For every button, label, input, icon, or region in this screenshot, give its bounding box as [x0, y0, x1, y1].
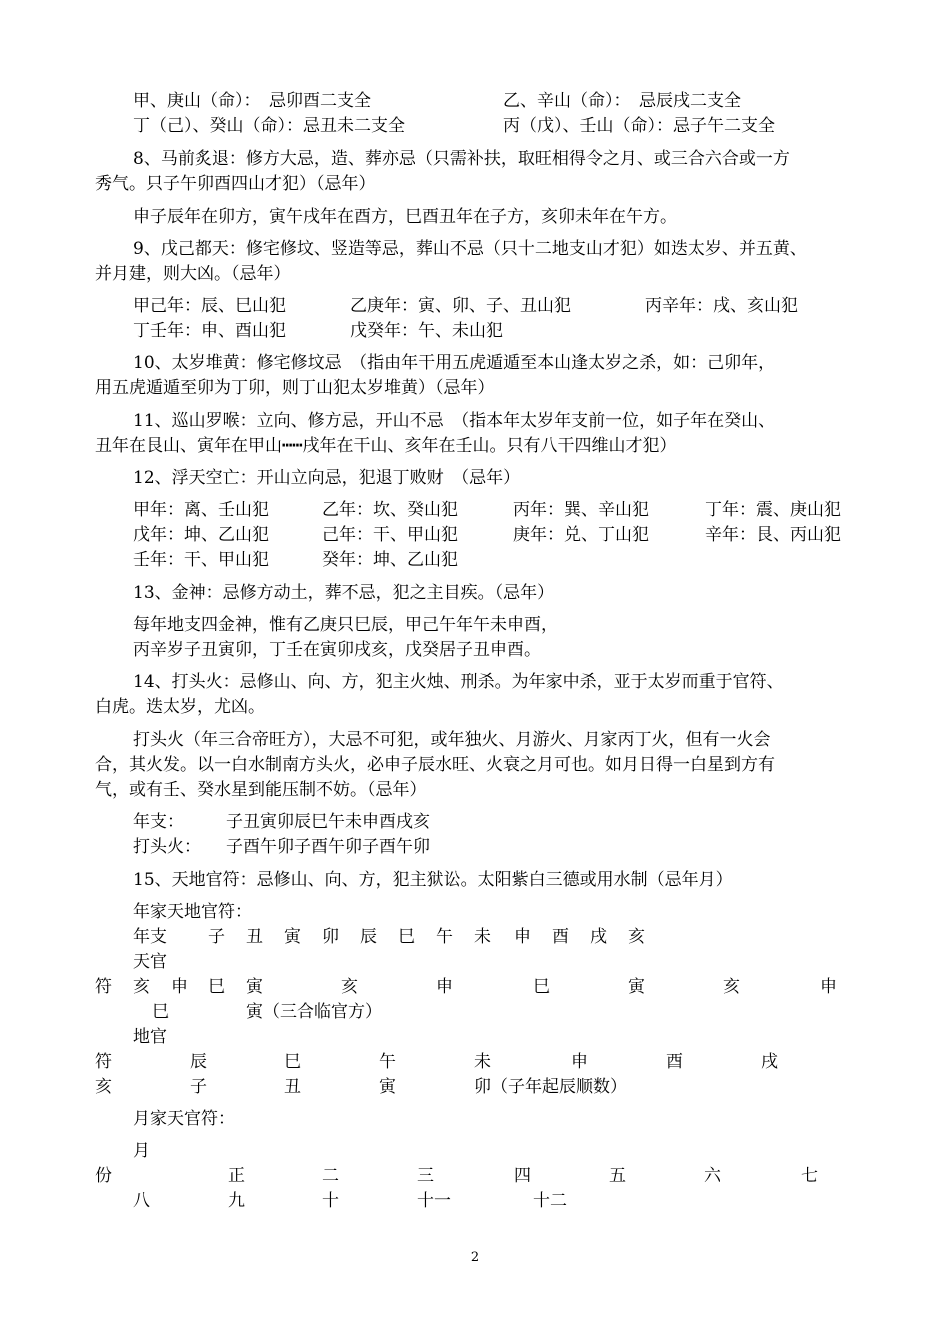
table-cell: 寅（三合临官方）	[246, 1002, 382, 1022]
text-line: 丙年：巽、辛山犯	[513, 500, 649, 520]
text-line: 乙、辛山（命）： 忌辰戌二支全	[503, 91, 741, 111]
text-line: 用五虎遁遁至卯为丁卯，则丁山犯太岁堆黄）（忌年）	[95, 378, 495, 398]
text-line: 甲、庚山（命）： 忌卯酉二支全	[133, 91, 371, 111]
page-number: 2	[470, 1250, 480, 1265]
text-line: 丁（己）、癸山（命）：忌丑未二支全	[133, 116, 405, 136]
table-cell: 巳	[533, 977, 550, 997]
table-cell: 巳	[152, 1002, 169, 1022]
table-cell: 未	[474, 1052, 491, 1072]
text-line: 丑年在艮山、寅年在甲山┅┅戌年在干山、亥年在壬山。只有八干四维山才犯）	[95, 436, 677, 456]
text-line: 戊年：坤、乙山犯	[133, 525, 269, 545]
table-cell: 亥	[95, 1077, 112, 1097]
table-cell: 辰	[190, 1052, 207, 1072]
table-cell: 巳	[284, 1052, 301, 1072]
table-cell: 寅	[628, 977, 645, 997]
text-line: 每年地支四金神，惟有乙庚只巳辰，甲己午年午未申酉，	[133, 615, 558, 635]
table-cell: 寅	[246, 977, 263, 997]
text-line: 年家天地官符：	[133, 902, 252, 922]
table-cell: 申	[171, 977, 188, 997]
text-line: 丙辛年：戌、亥山犯	[645, 296, 798, 316]
table-cell: 丑	[284, 1077, 301, 1097]
table-cell: 年支	[133, 927, 167, 947]
table-cell: 子	[190, 1077, 207, 1097]
text-line: 乙庚年：寅、卯、子、丑山犯	[350, 296, 571, 316]
text-line: 10、太岁堆黄：修宅修坟忌 （指由年干用五虎遁遁至本山逢太岁之杀，如：己卯年，	[133, 353, 776, 373]
text-line: 地官	[133, 1027, 167, 1047]
table-cell: 三	[417, 1166, 434, 1186]
table-cell: 寅	[284, 927, 301, 947]
table-cell: 戌	[590, 927, 607, 947]
text-line: 14、打头火：忌修山、向、方，犯主火烛、刑杀。为年家中杀，亚于太岁而重于官符、	[133, 672, 784, 692]
text-line: 白虎。迭太岁，尤凶。	[95, 697, 265, 717]
table-cell: 申	[820, 977, 837, 997]
text-line: 丙辛岁子丑寅卯，丁壬在寅卯戌亥，戊癸居子丑申酉。	[133, 640, 541, 660]
table-cell: 符	[95, 1052, 112, 1072]
table-cell: 亥	[628, 927, 645, 947]
table-cell: 子	[208, 927, 225, 947]
text-line: 己年：干、甲山犯	[322, 525, 458, 545]
table-cell: 辰	[360, 927, 377, 947]
text-line: 月家天官符：	[133, 1109, 235, 1129]
text-line: 甲年：离、壬山犯	[133, 500, 269, 520]
table-cell: 戌	[761, 1052, 778, 1072]
text-line: 丙（戊）、壬山（命）：忌子午二支全	[503, 116, 775, 136]
text-line: 打头火（年三合帝旺方），大忌不可犯，或年独火、月游火、月家丙丁火，但有一火会	[133, 730, 771, 750]
text-line: 申子辰年在卯方，寅午戌年在酉方，巳酉丑年在子方，亥卯未年在午方。	[133, 207, 677, 227]
table-cell: 四	[514, 1166, 531, 1186]
table-cell: 申	[514, 927, 531, 947]
text-line: 11、巡山罗喉：立向、修方忌，开山不忌 （指本年太岁年支前一位，如子年在癸山、	[133, 411, 776, 431]
text-line: 13、金神：忌修方动土，葬不忌，犯之主目疾。（忌年）	[133, 583, 555, 603]
text-line: 8、马前炙退：修方大忌，造、葬亦忌（只需补扶，取旺相得令之月、或三合六合或一方	[133, 149, 790, 169]
text-line: 月	[133, 1141, 150, 1161]
table-cell: 十一	[417, 1191, 451, 1211]
text-line: 9、戊己都天：修宅修坟、竖造等忌，葬山不忌（只十二地支山才犯）如迭太岁、并五黄、	[133, 239, 807, 259]
text-line: 年支：	[133, 812, 184, 832]
text-line: 庚年：兑、丁山犯	[513, 525, 649, 545]
table-cell: 巳	[398, 927, 415, 947]
table-cell: 十	[322, 1191, 339, 1211]
table-cell: 正	[228, 1166, 245, 1186]
table-cell: 午	[436, 927, 453, 947]
table-cell: 酉	[552, 927, 569, 947]
table-cell: 卯	[322, 927, 339, 947]
table-cell: 巳	[208, 977, 225, 997]
table-cell: 符	[95, 977, 112, 997]
text-line: 乙年：坎、癸山犯	[322, 500, 458, 520]
text-line: 子酉午卯子酉午卯子酉午卯	[226, 837, 430, 857]
text-line: 壬年：干、甲山犯	[133, 550, 269, 570]
table-cell: 九	[228, 1191, 245, 1211]
text-line: 辛年：艮、丙山犯	[705, 525, 841, 545]
table-cell: 亥	[723, 977, 740, 997]
table-cell: 寅	[379, 1077, 396, 1097]
text-line: 秀气。只子午卯酉四山才犯）（忌年）	[95, 174, 376, 194]
text-line: 子丑寅卯辰巳午未申酉戌亥	[226, 812, 430, 832]
table-cell: 申	[436, 977, 453, 997]
text-line: 癸年：坤、乙山犯	[322, 550, 458, 570]
text-line: 天官	[133, 952, 167, 972]
table-cell: 六	[704, 1166, 721, 1186]
text-line: 戊癸年：午、未山犯	[350, 321, 503, 341]
text-line: 气，或有壬、癸水星到能压制不妨。（忌年）	[95, 780, 427, 800]
table-cell: 七	[801, 1166, 818, 1186]
text-line: 丁年：震、庚山犯	[705, 500, 841, 520]
table-cell: 二	[322, 1166, 339, 1186]
text-line: 12、浮天空亡：开山立向忌，犯退丁败财 （忌年）	[133, 468, 521, 488]
table-cell: 八	[133, 1191, 150, 1211]
text-line: 15、天地官符：忌修山、向、方，犯主狱讼。太阳紫白三德或用水制（忌年月）	[133, 870, 733, 890]
table-cell: 申	[571, 1052, 588, 1072]
table-cell: 午	[379, 1052, 396, 1072]
table-cell: 丑	[246, 927, 263, 947]
text-line: 甲己年：辰、巳山犯	[133, 296, 286, 316]
table-cell: 亥	[133, 977, 150, 997]
table-cell: 卯（子年起辰顺数）	[474, 1077, 627, 1097]
text-line: 合，其火发。以一白水制南方头火，必申子辰水旺、火衰之月可也。如月日得一白星到方有	[95, 755, 775, 775]
table-cell: 五	[609, 1166, 626, 1186]
text-line: 丁壬年：申、酉山犯	[133, 321, 286, 341]
text-line: 打头火：	[133, 837, 201, 857]
table-cell: 未	[474, 927, 491, 947]
table-cell: 亥	[341, 977, 358, 997]
table-cell: 份	[95, 1166, 112, 1186]
table-cell: 十二	[533, 1191, 567, 1211]
text-line: 并月建，则大凶。（忌年）	[95, 264, 291, 284]
table-cell: 酉	[666, 1052, 683, 1072]
